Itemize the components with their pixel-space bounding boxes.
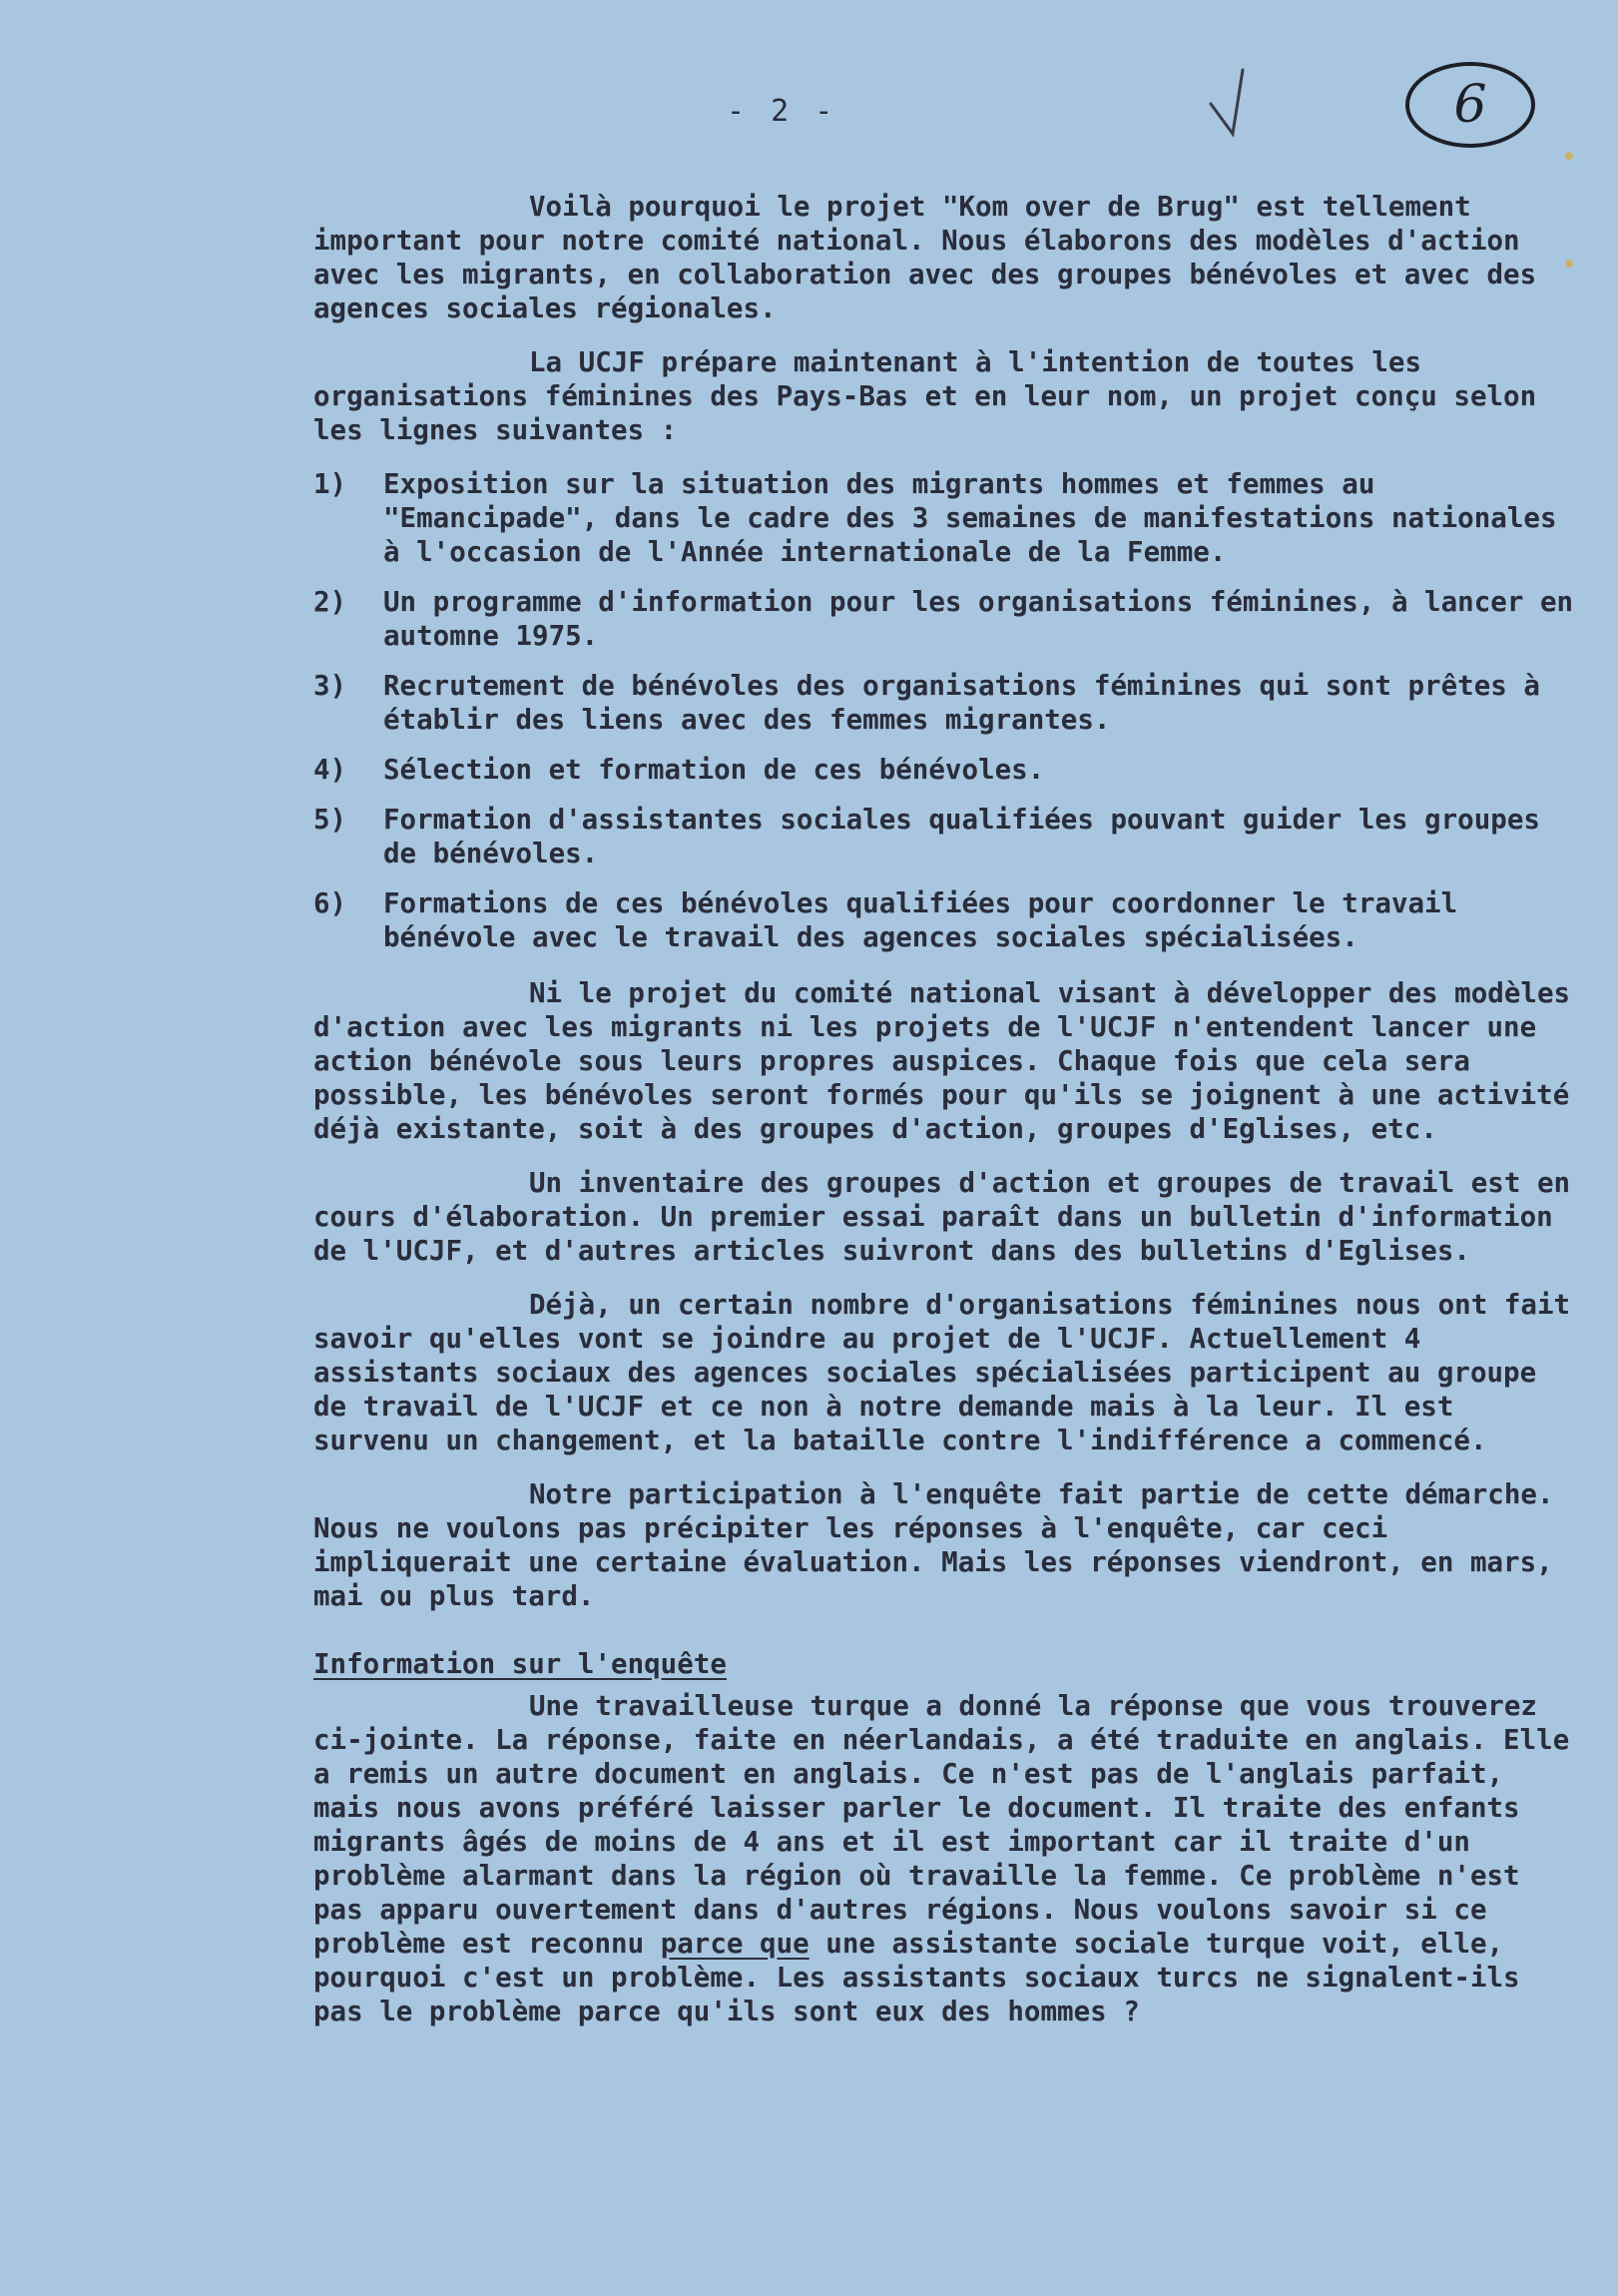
list-number: 5) [313, 804, 347, 836]
list-item [313, 669, 1581, 737]
list-number: 1) [313, 468, 347, 500]
list-text: Formation d'assistantes sociales qualifiées pouvant guider les groupes de bénévoles. [383, 804, 1540, 869]
document-body [313, 190, 1587, 2048]
list-text: Sélection et formation de ces bénévoles. [383, 754, 1045, 786]
paragraph-text-part: une assistante sociale turque voit, elle, pourquoi c'est un problème. Les assistants sociaux turcs ne signalent-ils pas le problème parce qu'ils sont eux des hommes ? [313, 1928, 1537, 2027]
folio-number-circled: 6 [1405, 62, 1535, 148]
handwritten-check-mark [1203, 64, 1263, 144]
list-number: 6) [313, 887, 347, 919]
list-item [313, 753, 1581, 787]
paragraph-survey-participation: Notre participation à l'enquête fait partie de cette démarche. Nous ne voulons pas précipiter les réponses à l'enquête, car ceci impliquerait une certaine évaluation. Mais les réponses viendront, en mars, mai ou plus tard. [313, 1478, 1571, 1612]
paragraph-inventory: Un inventaire des groupes d'action et groupes de travail est en cours d'élaboration. Un premier essai paraît dans un bulletin d'information de l'UCJF, et d'autres articles suivront dans des bulletins d'Eglises. [313, 1167, 1587, 1267]
list-item [313, 886, 1581, 954]
list-text: Exposition sur la situation des migrants hommes et femmes au "Emancipade", dans le cadre des 3 semaines de manifestations nationales à l'occasion de l'Année internationale de la Femme. [383, 468, 1557, 568]
list-text: Un programme d'information pour les organisations féminines, à lancer en automne 1975. [383, 586, 1574, 652]
list-item [313, 803, 1581, 870]
list-text: Formations de ces bénévoles qualifiées pour coordonner le travail bénévole avec le travail des agences sociales spécialisées. [383, 887, 1458, 953]
list-number: 2) [313, 586, 347, 618]
section-heading: Information sur l'enquête [313, 1648, 727, 1680]
list-number: 3) [313, 670, 347, 702]
paragraph-turkish-worker [313, 1689, 1586, 2028]
underlined-phrase: parce que [660, 1928, 809, 1960]
list-number: 4) [313, 754, 347, 786]
list-text: Recrutement de bénévoles des organisations féminines qui sont prêtes à établir des liens avec des femmes migrantes. [383, 670, 1540, 736]
list-item [313, 585, 1581, 653]
paragraph-text-part: Une travailleuse turque a donné la réponse que vous trouverez ci-jointe. La réponse, faite en néerlandais, a été traduite en anglais. Elle a remis un autre document en anglais. Ce n'est pas de l'anglais parfait, mais nous avons préféré laisser parler le document. Il traite des enfants migrants âgés de moins de 4 ans et il est important car il traite d'un problème alarmant dans la région où travaille la femme. Ce problème n'est pas apparu ouvertement dans d'autres régions. Nous voulons savoir si ce problème est reconnu [313, 1690, 1586, 1960]
paragraph-kom-over-de-brug: Voilà pourquoi le projet "Kom over de Brug" est tellement important pour notre comité national. Nous élaborons des modèles d'action avec les migrants, en collaboration avec des groupes bénévoles et avec des agences sociales régionales. [313, 191, 1553, 324]
paragraph-organisations-joining: Déjà, un certain nombre d'organisations féminines nous ont fait savoir qu'elles vont se joindre au projet de l'UCJF. Actuellement 4 assistants sociaux des agences sociales spécialisées participent au groupe de travail de l'UCJF et ce non à notre demande mais à la leur. Il est survenu un changement, et la bataille contre l'indifférence a commencé. [313, 1289, 1587, 1456]
paragraph-ucjf-project: La UCJF prépare maintenant à l'intention de toutes les organisations féminines des Pays-Bas et en leur nom, un projet conçu selon les lignes suivantes : [313, 346, 1553, 446]
paper-speck [1565, 152, 1573, 160]
paragraph-voluntary-action: Ni le projet du comité national visant à développer des modèles d'action avec les migrants ni les projets de l'UCJF n'entendent lancer une action bénévole sous leurs propres auspices. Chaque fois que cela sera possible, les bénévoles seront formés pour qu'ils se joignent à une activité déjà existante, soit à des groupes d'action, groupes d'Eglises, etc. [313, 977, 1587, 1145]
page-number: - 2 - [727, 94, 837, 129]
list-item [313, 467, 1581, 569]
project-lines-list [313, 467, 1581, 954]
